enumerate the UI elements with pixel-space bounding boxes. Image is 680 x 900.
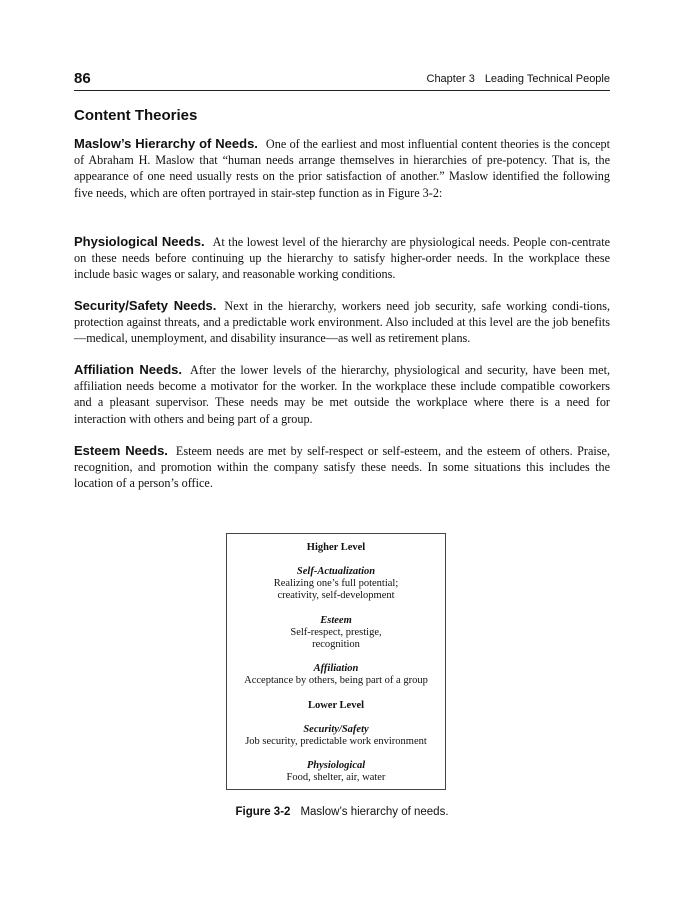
figure-need-affiliation	[227, 663, 445, 687]
page-header	[74, 70, 610, 91]
figure-need-security-safety	[227, 724, 445, 748]
paragraph-heading: Physiological Needs.	[74, 234, 205, 249]
paragraph-text: At the lowest level of the hierarchy are physiological needs. People con-centrate on these needs before continuing up the hierarchy to satisfy higher-order needs. In the workplace these include basic wages or salary, and reasonable working conditions.	[74, 235, 611, 282]
figure-lower-level-label: Lower Level	[307, 700, 365, 711]
paragraph-security-safety-needs	[74, 298, 610, 347]
figure-need-physiological	[227, 760, 445, 784]
need-name: Security/Safety	[303, 724, 369, 735]
paragraph-heading: Security/Safety Needs.	[74, 298, 217, 313]
chapter-label: Chapter 3	[426, 73, 475, 85]
page-number: 86	[74, 70, 91, 87]
figure-caption-text: Maslow’s hierarchy of needs.	[300, 806, 449, 818]
section-heading: Content Theories	[74, 107, 198, 124]
figure-hierarchy-box	[226, 533, 446, 790]
running-head	[427, 72, 611, 86]
need-name: Physiological	[306, 760, 366, 771]
figure-need-esteem	[227, 615, 445, 652]
paragraph-text: Next in the hierarchy, workers need job security, safe working condi-tions, protection against threats, and a predictable work environment. Also included at this level are the job benefits—medical, unemployment, and disability insurance—as well as retirement plans.	[74, 299, 610, 346]
paragraph-heading: Affiliation Needs.	[74, 362, 183, 377]
need-description: Job security, predictable work environment	[245, 736, 427, 748]
paragraph-physiological-needs	[74, 234, 610, 283]
figure-caption-label: Figure 3-2	[235, 806, 291, 818]
figure-caption	[74, 805, 610, 819]
need-name: Affiliation	[313, 663, 359, 674]
need-description: Food, shelter, air, water	[286, 772, 386, 784]
need-description: Self-respect, prestige,	[290, 627, 382, 639]
paragraph-maslow-hierarchy	[74, 136, 610, 201]
chapter-title: Leading Technical People	[484, 73, 610, 85]
need-description: Realizing one’s full potential;	[273, 578, 399, 590]
paragraph-text: One of the earliest and most influential content theories is the concept of Abraham H. Maslow that “human needs arrange themselves in hierarchies of pre-potency. That is, the appearance of one need usually rests on the prior satisfaction of another.” Maslow identified the following five needs, which are often portrayed in stair-step function as in Figure 3-2:	[74, 137, 610, 200]
need-description: creativity, self-development	[277, 590, 395, 602]
paragraph-heading: Esteem Needs.	[74, 443, 168, 458]
need-name: Esteem	[320, 615, 352, 626]
figure-need-self-actualization	[227, 566, 445, 603]
paragraph-text: After the lower levels of the hierarchy, physiological and security, have been met, affiliation needs become a motivator for the worker. In the workplace these include compatible coworkers and a pleasant supervisor. These needs may be met outside the workplace where there is a need for interaction with others and being part of a group.	[74, 363, 610, 426]
need-description: Acceptance by others, being part of a group	[244, 675, 428, 687]
paragraph-text: Esteem needs are met by self-respect or self-esteem, and the esteem of others. Praise, recognition, and promotion within the company satisfy these needs. In some situations this includes the location of a person’s office.	[74, 444, 610, 491]
need-name: Self-Actualization	[296, 566, 376, 577]
paragraph-esteem-needs	[74, 443, 610, 492]
paragraph-heading: Maslow’s Hierarchy of Needs.	[74, 136, 258, 151]
figure-higher-level-label: Higher Level	[306, 542, 366, 553]
paragraph-affiliation-needs	[74, 362, 610, 427]
need-description: recognition	[312, 639, 360, 651]
